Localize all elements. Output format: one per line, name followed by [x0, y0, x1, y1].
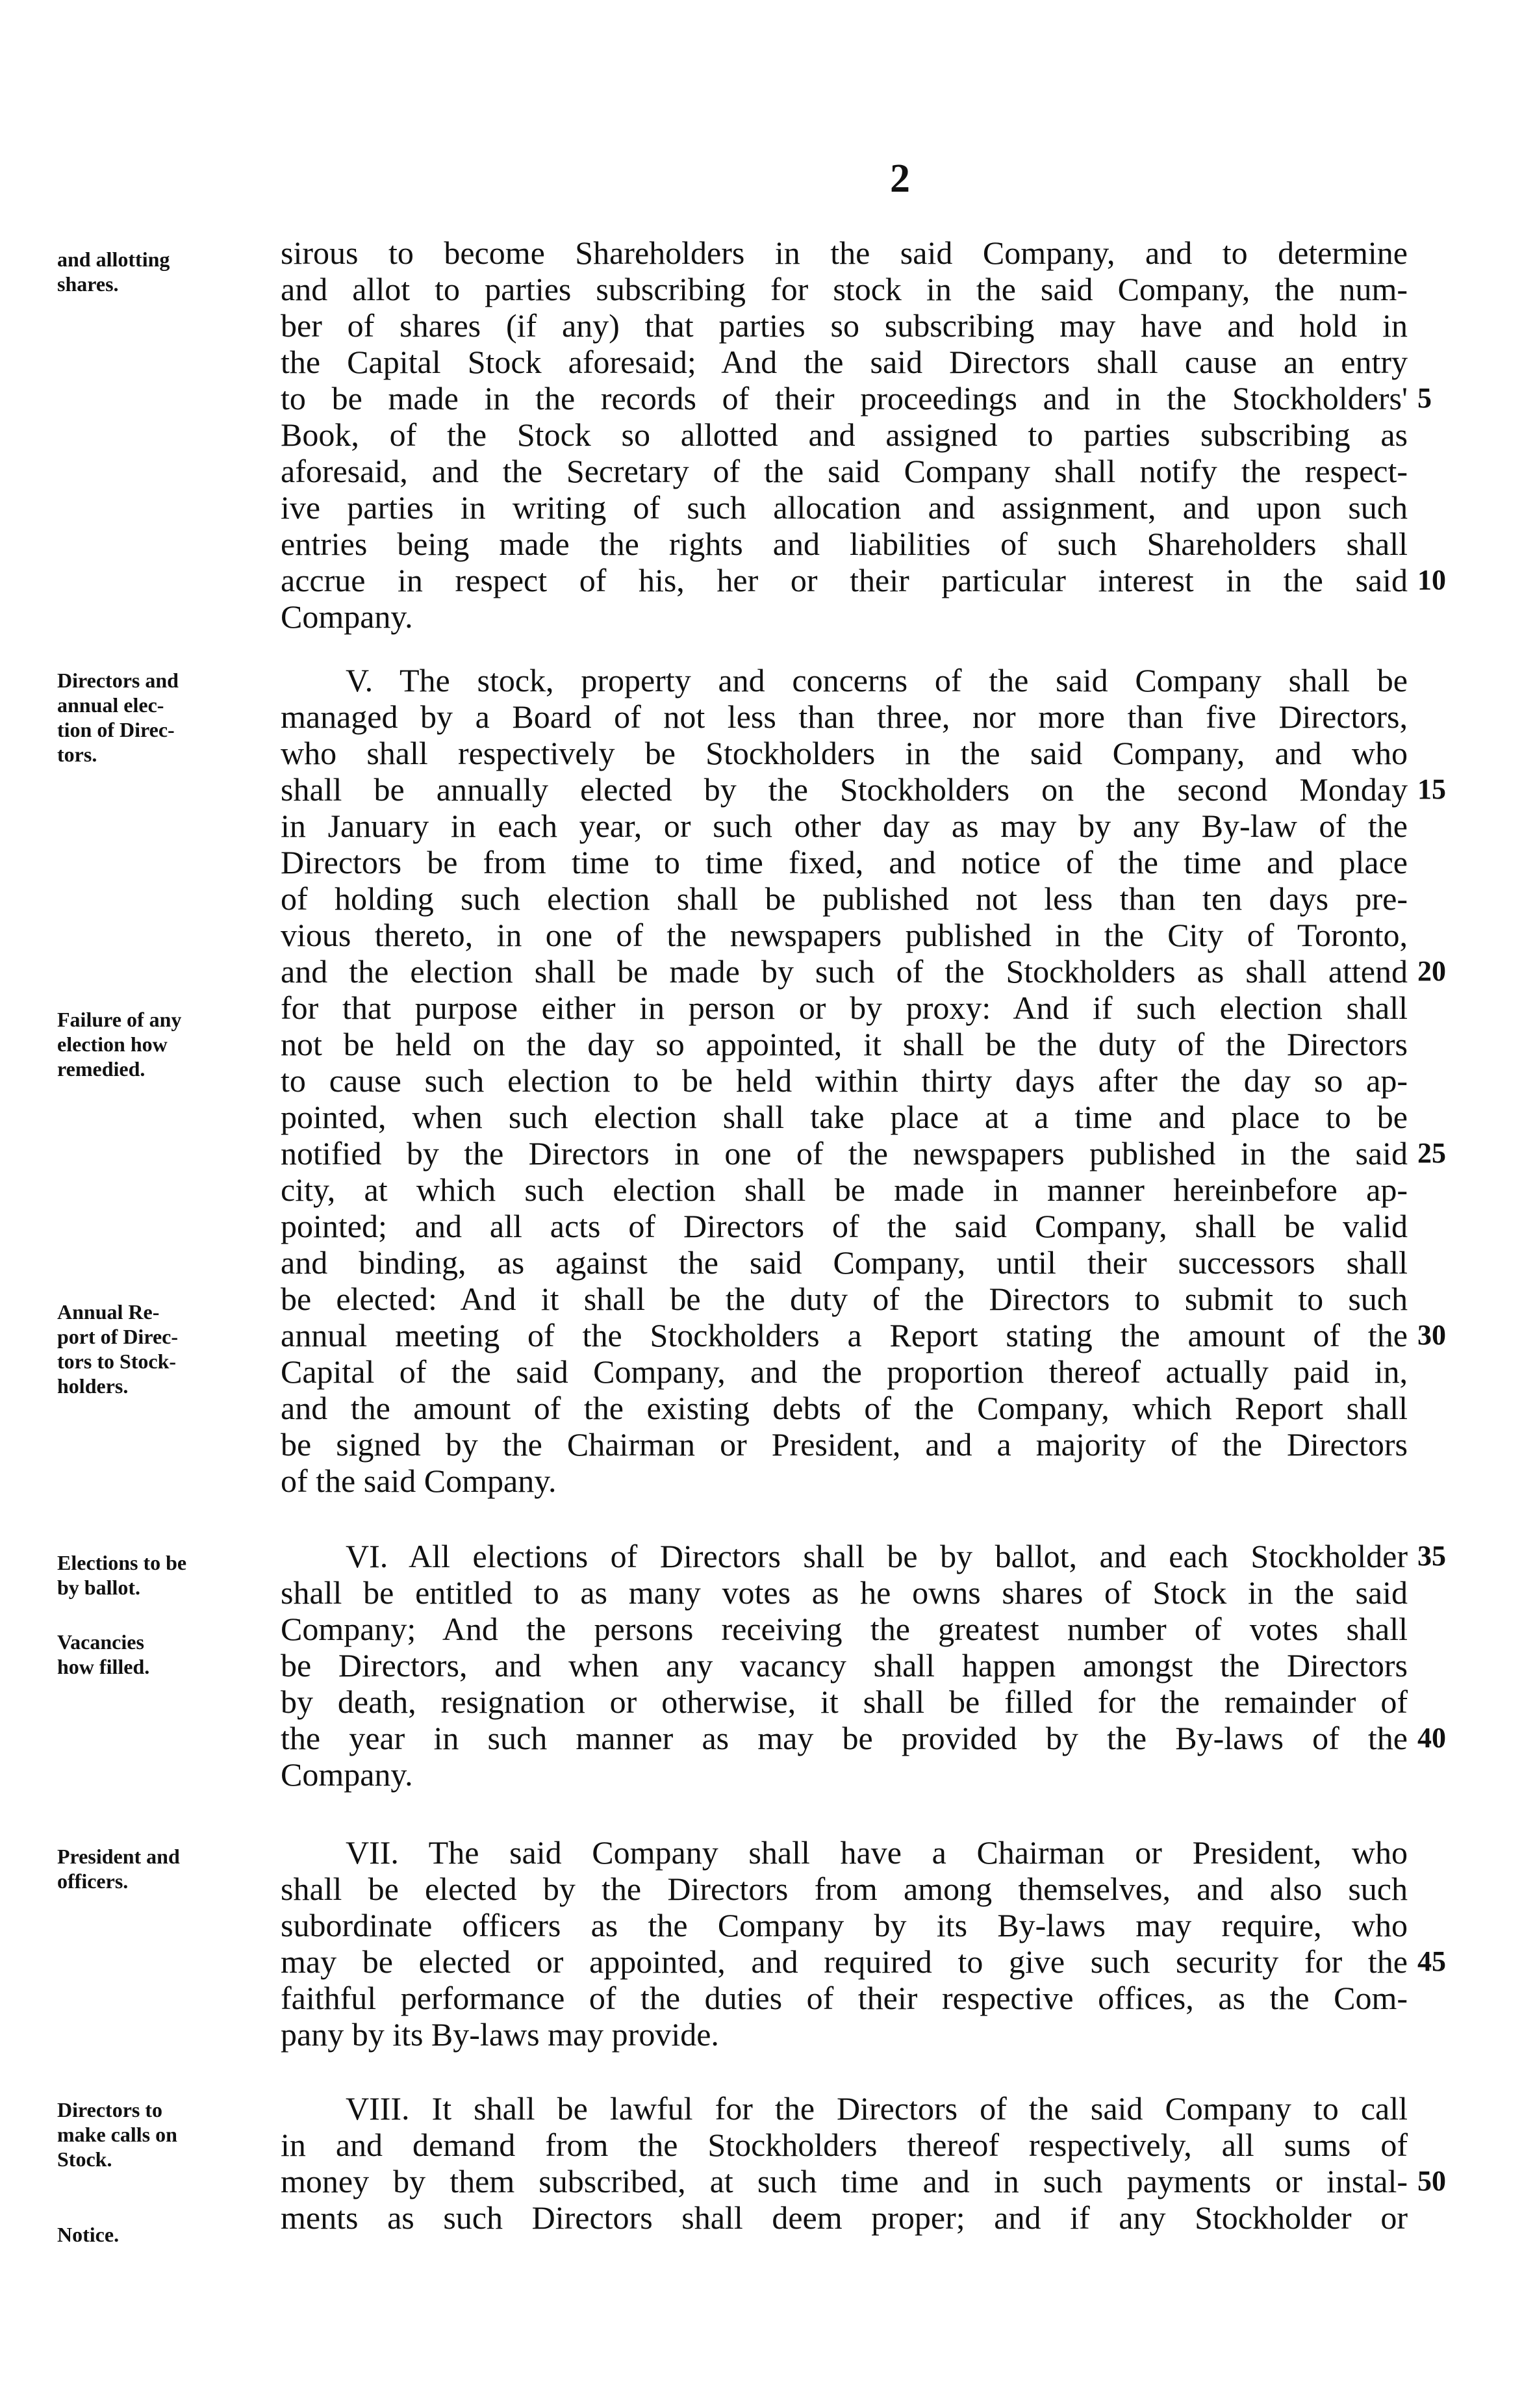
margin-note-line: remedied. — [57, 1057, 146, 1081]
margin-note-line: President and — [57, 1845, 180, 1868]
page-number: 2 — [890, 157, 910, 201]
text-line: sirous to become Shareholders in the said Company, and to determine — [281, 235, 1408, 271]
margin-note-line: Stock. — [57, 2147, 112, 2171]
margin-note-notice — [57, 2222, 272, 2247]
text-line: shall be elected by the Directors from among themselves, and also such — [281, 1871, 1408, 1907]
text-line: Company. — [281, 1756, 413, 1793]
text-line: and the election shall be made by such of the Stockholders as shall attend — [281, 953, 1408, 990]
margin-note-line: tors. — [57, 743, 97, 766]
line-number: 50 — [1417, 2165, 1446, 2197]
text-line: in and demand from the Stockholders thereof respectively, all sums of — [281, 2127, 1408, 2163]
text-line: and binding, as against the said Company, until their successors shall — [281, 1244, 1408, 1281]
text-line: faithful performance of the duties of their respective offices, as the Com- — [281, 1980, 1408, 2016]
line-number: 40 — [1417, 1722, 1446, 1754]
text-line: ber of shares (if any) that parties so subscribing may have and hold in — [281, 307, 1408, 344]
text-line: pointed; and all acts of Directors of the said Company, shall be valid — [281, 1208, 1408, 1244]
section-vii-start: VII. The said Company shall have a Chairman or President, who — [346, 1834, 1408, 1871]
line-number: 35 — [1417, 1540, 1446, 1572]
text-line: of holding such election shall be published not less than ten days pre- — [281, 880, 1408, 917]
margin-note-line: by ballot. — [57, 1576, 141, 1599]
text-line: and the amount of the existing debts of the Company, which Report shall — [281, 1390, 1408, 1426]
margin-note-line: port of Direc- — [57, 1325, 178, 1348]
line-number: 5 — [1417, 382, 1432, 414]
margin-note-line: and allotting — [57, 248, 170, 271]
text-line: pany by its By-laws may provide. — [281, 2016, 719, 2053]
text-line: city, at which such election shall be made in manner hereinbefore ap- — [281, 1172, 1408, 1208]
text-line: who shall respectively be Stockholders in the said Company, and who — [281, 735, 1408, 771]
margin-note-line: Annual Re- — [57, 1300, 160, 1324]
line-number: 10 — [1417, 564, 1446, 596]
margin-note-line: Failure of any — [57, 1008, 182, 1031]
text-line: be elected: And it shall be the duty of the Directors to submit to such — [281, 1281, 1408, 1317]
margin-note-allotting-shares — [57, 247, 272, 296]
text-line: subordinate officers as the Company by its By-laws may require, who — [281, 1907, 1408, 1943]
text-line: Capital of the said Company, and the proportion thereof actually paid in, — [281, 1353, 1408, 1390]
margin-note-directors-calls — [57, 2097, 272, 2171]
text-line: shall be annually elected by the Stockholders on the second Monday — [281, 771, 1408, 808]
margin-note-line: holders. — [57, 1374, 129, 1398]
margin-note-line: Notice. — [57, 2223, 120, 2246]
margin-note-line: Elections to be — [57, 1551, 187, 1574]
line-number: 45 — [1417, 1945, 1446, 1977]
text-line: Directors be from time to time fixed, and notice of the time and place — [281, 844, 1408, 880]
text-line: be signed by the Chairman or President, and a majority of the Directors — [281, 1426, 1408, 1463]
margin-note-line: shares. — [57, 272, 119, 296]
text-line: and allot to parties subscribing for stock in the said Company, the num- — [281, 271, 1408, 307]
text-line: be Directors, and when any vacancy shall happen amongst the Directors — [281, 1647, 1408, 1684]
margin-note-vacancies — [57, 1630, 272, 1679]
text-line: managed by a Board of not less than three, nor more than five Directors, — [281, 698, 1408, 735]
margin-note-line: tors to Stock- — [57, 1350, 177, 1373]
margin-note-line: Vacancies — [57, 1630, 144, 1654]
text-line: vious thereto, in one of the newspapers published in the City of Toronto, — [281, 917, 1408, 953]
text-line: ive parties in writing of such allocation and assignment, and upon such — [281, 489, 1408, 526]
margin-note-line: Directors to — [57, 2098, 162, 2121]
margin-note-annual-report — [57, 1300, 272, 1398]
text-line: of the said Company. — [281, 1463, 557, 1499]
text-line: pointed, when such election shall take place at a time and place to be — [281, 1099, 1408, 1135]
text-line: shall be entitled to as many votes as he owns shares of Stock in the said — [281, 1574, 1408, 1611]
margin-note-line: officers. — [57, 1869, 129, 1893]
margin-note-failure-of-election — [57, 1007, 272, 1081]
text-line: in January in each year, or such other day as may by any By-law of the — [281, 808, 1408, 844]
text-line: entries being made the rights and liabilities of such Shareholders shall — [281, 526, 1408, 562]
margin-note-line: tion of Direc- — [57, 718, 175, 741]
text-line: annual meeting of the Stockholders a Report stating the amount of the — [281, 1317, 1408, 1353]
text-line: the year in such manner as may be provided by the By-laws of the — [281, 1720, 1408, 1756]
text-line: to be made in the records of their proceedings and in the Stockholders' — [281, 380, 1408, 416]
text-line: ments as such Directors shall deem proper; and if any Stockholder or — [281, 2199, 1408, 2236]
line-number: 15 — [1417, 773, 1446, 805]
text-line: by death, resignation or otherwise, it shall be filled for the remainder of — [281, 1684, 1408, 1720]
line-number: 20 — [1417, 955, 1446, 987]
line-number: 25 — [1417, 1137, 1446, 1169]
line-number: 30 — [1417, 1319, 1446, 1351]
text-line: to cause such election to be held within thirty days after the day so ap- — [281, 1062, 1408, 1099]
margin-note-elections-by-ballot — [57, 1550, 272, 1600]
text-line: Book, of the Stock so allotted and assigned to parties subscribing as — [281, 416, 1408, 453]
text-line: notified by the Directors in one of the newspapers published in the said — [281, 1135, 1408, 1172]
margin-note-line: make calls on — [57, 2123, 177, 2146]
margin-note-directors-election — [57, 668, 272, 767]
text-line: accrue in respect of his, her or their particular interest in the said — [281, 562, 1408, 598]
section-v-start: V. The stock, property and concerns of the said Company shall be — [346, 662, 1408, 698]
text-line: may be elected or appointed, and required to give such security for the — [281, 1943, 1408, 1980]
section-viii-start: VIII. It shall be lawful for the Directors of the said Company to call — [346, 2090, 1408, 2127]
section-vi-start: VI. All elections of Directors shall be by ballot, and each Stockholder — [346, 1538, 1408, 1574]
text-line: not be held on the day so appointed, it shall be the duty of the Directors — [281, 1026, 1408, 1062]
text-line: the Capital Stock aforesaid; And the said Directors shall cause an entry — [281, 344, 1408, 380]
text-line: for that purpose either in person or by proxy: And if such election shall — [281, 990, 1408, 1026]
text-line: aforesaid, and the Secretary of the said Company shall notify the respect- — [281, 453, 1408, 489]
margin-note-line: election how — [57, 1032, 168, 1056]
text-line: Company; And the persons receiving the greatest number of votes shall — [281, 1611, 1408, 1647]
margin-note-president-officers — [57, 1844, 272, 1893]
margin-note-line: annual elec- — [57, 693, 164, 717]
margin-note-line: how filled. — [57, 1655, 150, 1678]
margin-note-line: Directors and — [57, 669, 179, 692]
text-line: money by them subscribed, at such time and in such payments or instal- — [281, 2163, 1408, 2199]
text-line: Company. — [281, 598, 413, 635]
